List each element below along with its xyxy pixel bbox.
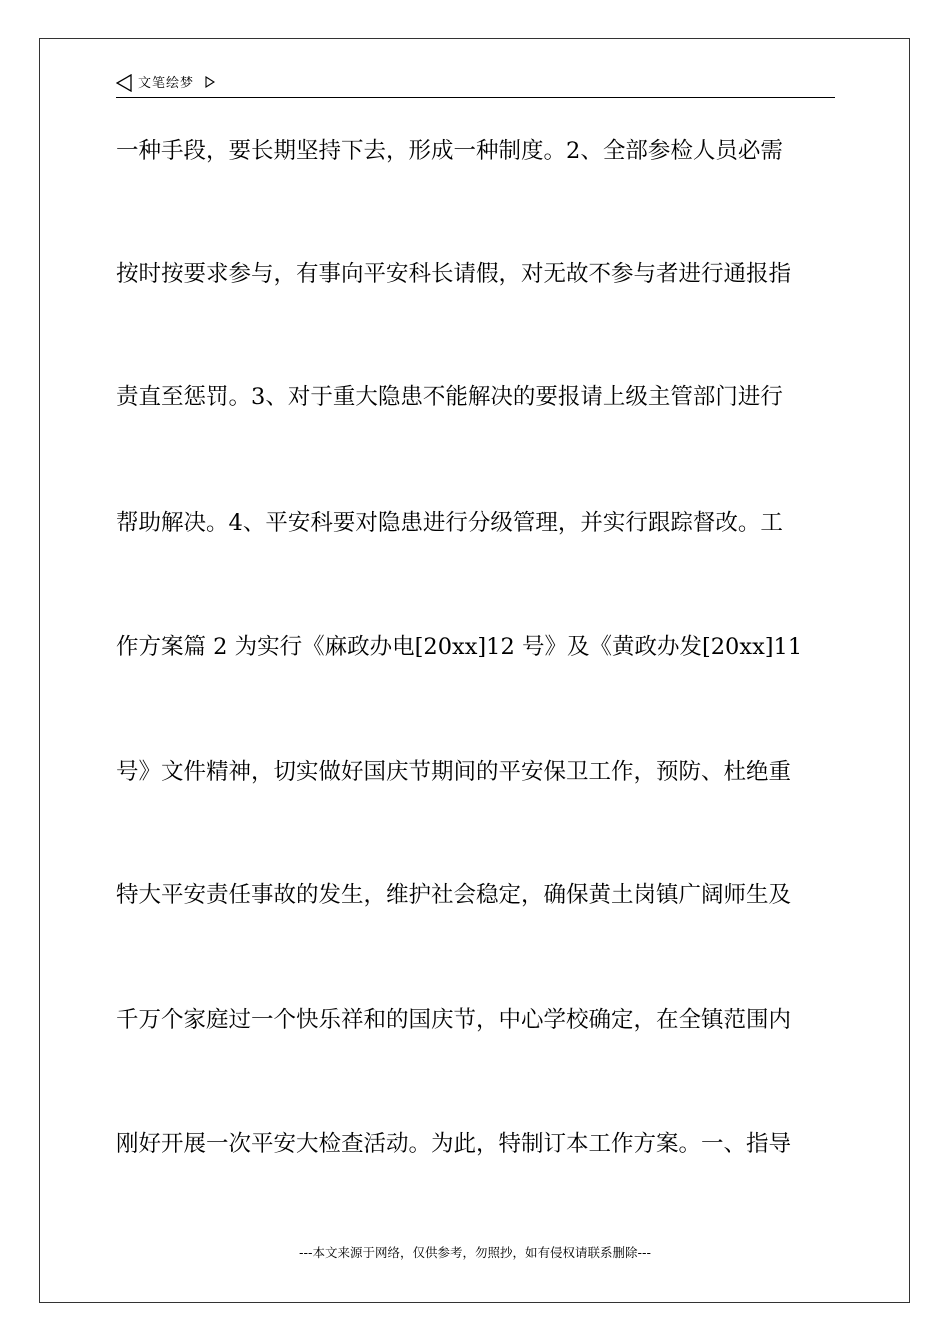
body-line: 责直至惩罚。3、对于重大隐患不能解决的要报请上级主管部门进行 (116, 384, 783, 410)
body-line: 千万个家庭过一个快乐祥和的国庆节，中心学校确定，在全镇范围内 (116, 1007, 792, 1033)
body-line: 一种手段，要长期坚持下去，形成一种制度。2、全部参检人员必需 (116, 138, 783, 164)
body-line: 特大平安责任事故的发生，维护社会稳定，确保黄土岗镇广阔师生及 (116, 882, 792, 908)
body-line: 号》文件精神，切实做好国庆节期间的平安保卫工作，预防、杜绝重 (116, 759, 792, 785)
triangle-left-outline-icon (116, 74, 132, 92)
body-line: 帮助解决。4、平安科要对隐患进行分级管理，并实行跟踪督改。工 (116, 510, 783, 536)
page-footer: ---本文来源于网络，仅供参考，勿照抄，如有侵权请联系删除--- (298, 1245, 652, 1260)
page-header (116, 72, 835, 98)
body-line: 按时按要求参与，有事向平安科长请假，对无故不参与者进行通报指 (116, 261, 792, 287)
body-line: 刚好开展一次平安大检查活动。为此，特制订本工作方案。一、指导 (116, 1131, 792, 1157)
header-title: 文笔绘梦 (138, 76, 195, 91)
body-line: 作方案篇 2 为实行《麻政办电[20xx]12 号》及《黄政办发[20xx]11 (116, 634, 803, 660)
page-border (39, 38, 910, 1303)
triangle-right-outline-icon (205, 76, 215, 88)
